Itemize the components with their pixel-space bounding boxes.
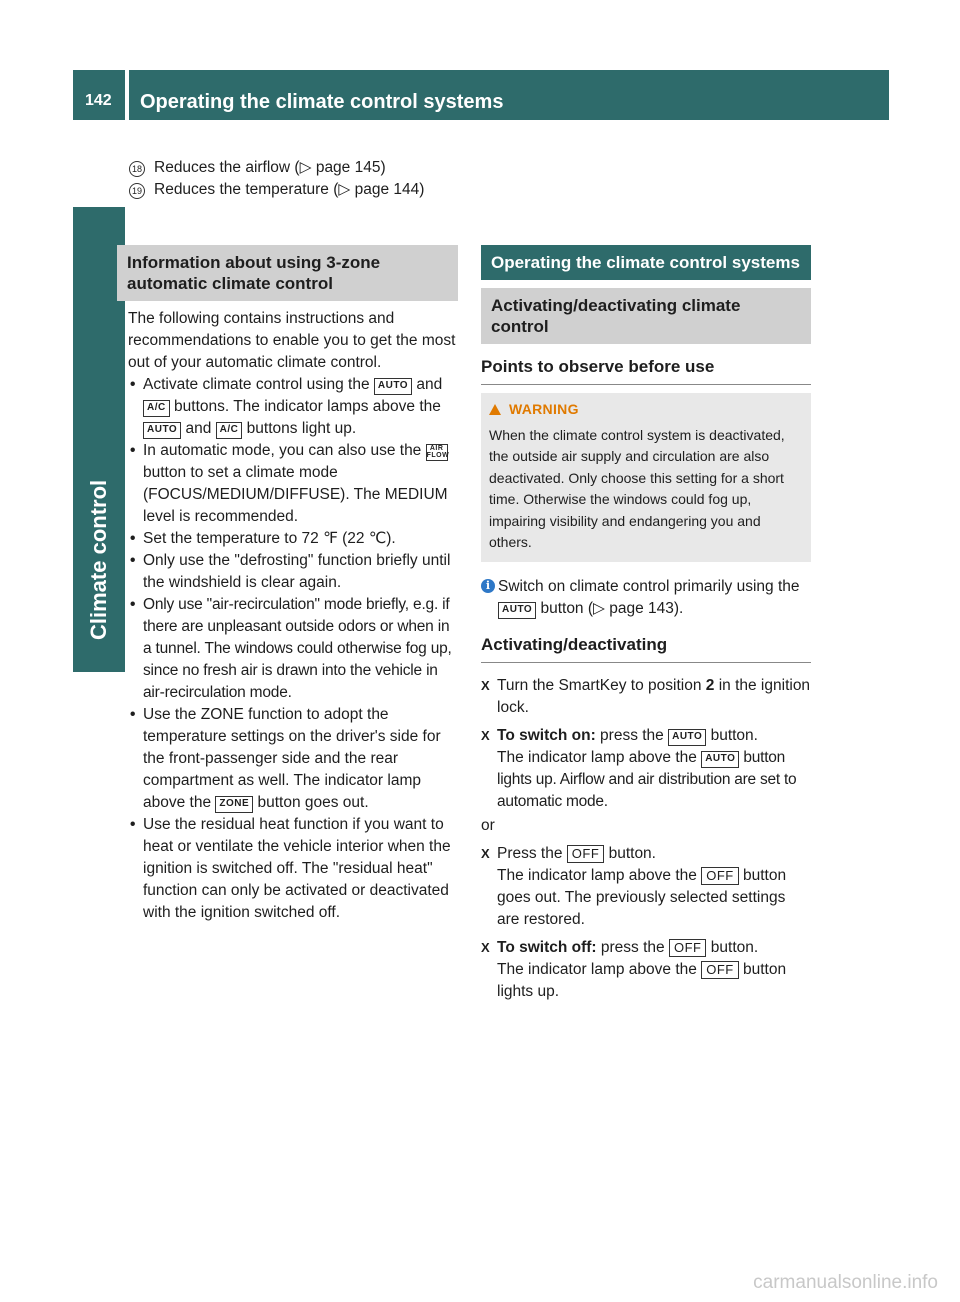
text: buttons light up. [242,420,357,437]
header-bar [129,70,889,120]
steps-list [481,675,811,813]
list-item: • Use the residual heat function if you want to heat or ventilate the vehicle interior when the ignition is switched off. The "residual heat" function can only be activated or deactivated with the ignition switched off. [128,814,458,924]
text: and [181,420,216,437]
text: Use the ZONE function to adopt the temperature settings on the driver's side for the front-passenger side and the rear compartment as well. The indicator lamp above the [143,706,441,811]
left-column [117,245,458,924]
arrow-icon: X [481,677,490,693]
text: button lights up. [497,960,787,1000]
intro-text: The following contains instructions and recommendations to enable you to get the most out of your automatic climate control. [128,310,456,371]
list-item: • Only use the "defrosting" function briefly until the windshield is clear again. [128,550,458,594]
points-heading: Points to observe before use [481,356,811,385]
off-key-icon: OFF [567,845,605,863]
list-item [129,179,529,201]
text: To switch off: [497,938,597,956]
item-number-icon: 19 [129,183,145,199]
auto-key-icon: AUTO [374,378,412,395]
text: The indicator lamp above the [497,748,702,766]
list-item [129,157,529,179]
warning-triangle-icon [489,404,501,415]
text: press the [595,726,669,744]
text: Press the [497,844,567,862]
page-title: Operating the climate control systems [140,91,504,113]
text: button. [706,726,758,744]
text: press the [596,938,669,956]
section-heading: Information about using 3-zone automatic climate control [117,245,458,301]
warning-label: WARNING [509,401,579,417]
off-key-icon: OFF [669,939,707,957]
text: In automatic mode, you can also use the [143,442,426,459]
page-number-box [73,70,125,120]
auto-key-icon: AUTO [143,422,181,439]
ac-key-icon: A/C [143,400,170,417]
text: button to set a climate mode (FOCUS/MEDIUM/DIFFUSE). The MEDIUM level is recommended. [143,464,448,525]
text: Turn the SmartKey to position [497,676,706,694]
arrow-icon: X [481,939,490,955]
off-key-icon: OFF [701,961,739,979]
list-item [128,704,458,814]
step-item [481,937,811,1003]
text: The indicator lamp above the [497,960,702,978]
steps-list [481,843,811,1003]
zone-key-icon: ZONE [215,796,253,813]
text: button goes out. [253,794,369,811]
list-item: • Set the temperature to 72 ℉ (22 ℃). [128,528,458,550]
step-item [481,725,811,813]
list-item: • Only use "air-recirculation" mode briefly, e.g. if there are unpleasant outside odors or when in a tunnel. The windows could otherwise fog up, since no fresh air is drawn into the vehicle in air-recirculation mode. [128,594,458,704]
off-key-icon: OFF [701,867,739,885]
watermark: carmanualsonline.info [753,1272,938,1293]
text: button (▷ page 143). [536,599,684,617]
text: button. [604,844,656,862]
text: The indicator lamp above the [497,866,702,884]
text: Switch on climate control primarily using the [498,577,800,595]
sub-heading: Activating/deactivating climate control [481,288,811,344]
warning-box [481,393,811,562]
auto-key-icon: AUTO [701,751,739,768]
numbered-items [129,157,529,201]
text: buttons. The indicator lamps above the [169,398,441,415]
text: button. [706,938,759,956]
item-text: Reduces the temperature (▷ page 144) [154,181,425,198]
text: Activate climate control using the [143,376,374,393]
text: in the ignition lock. [497,676,811,716]
text: 2 [705,676,715,694]
ac-key-icon: A/C [216,422,243,439]
side-tab-label: Climate control [86,479,111,640]
step-item [481,843,811,931]
text: button lights up. Airflow and air distribution are set to automatic mode. [497,748,797,810]
arrow-icon: X [481,845,490,861]
activating-heading: Activating/deactivating [481,634,811,663]
text: button goes out. The previously selected settings are restored. [497,866,787,928]
text: To switch on: [497,726,596,744]
right-column [481,245,811,1009]
list-item [128,440,458,528]
airflow-key-icon: AIR FLOW [426,445,450,459]
bullet-list [117,374,458,924]
list-item [128,374,458,440]
warning-text: When the climate control system is deactivated, the outside air supply and circulation are also deactivated. Only choose this setting for a short time. Otherwise the windows could fog up, impairing visibility and endangering you and others. [489,426,785,550]
warning-header [489,399,803,421]
auto-key-icon: AUTO [498,602,536,619]
text: and [412,376,443,393]
item-text: Reduces the airflow (▷ page 145) [154,159,386,176]
section-heading: Operating the climate control systems [481,245,811,280]
page-number: 142 [85,92,112,109]
or-text: or [481,816,495,834]
step-item [481,675,811,719]
info-icon: i [481,579,495,593]
arrow-icon: X [481,727,490,743]
item-number-icon: 18 [129,161,145,177]
auto-key-icon: AUTO [668,729,706,746]
info-note [481,576,811,620]
